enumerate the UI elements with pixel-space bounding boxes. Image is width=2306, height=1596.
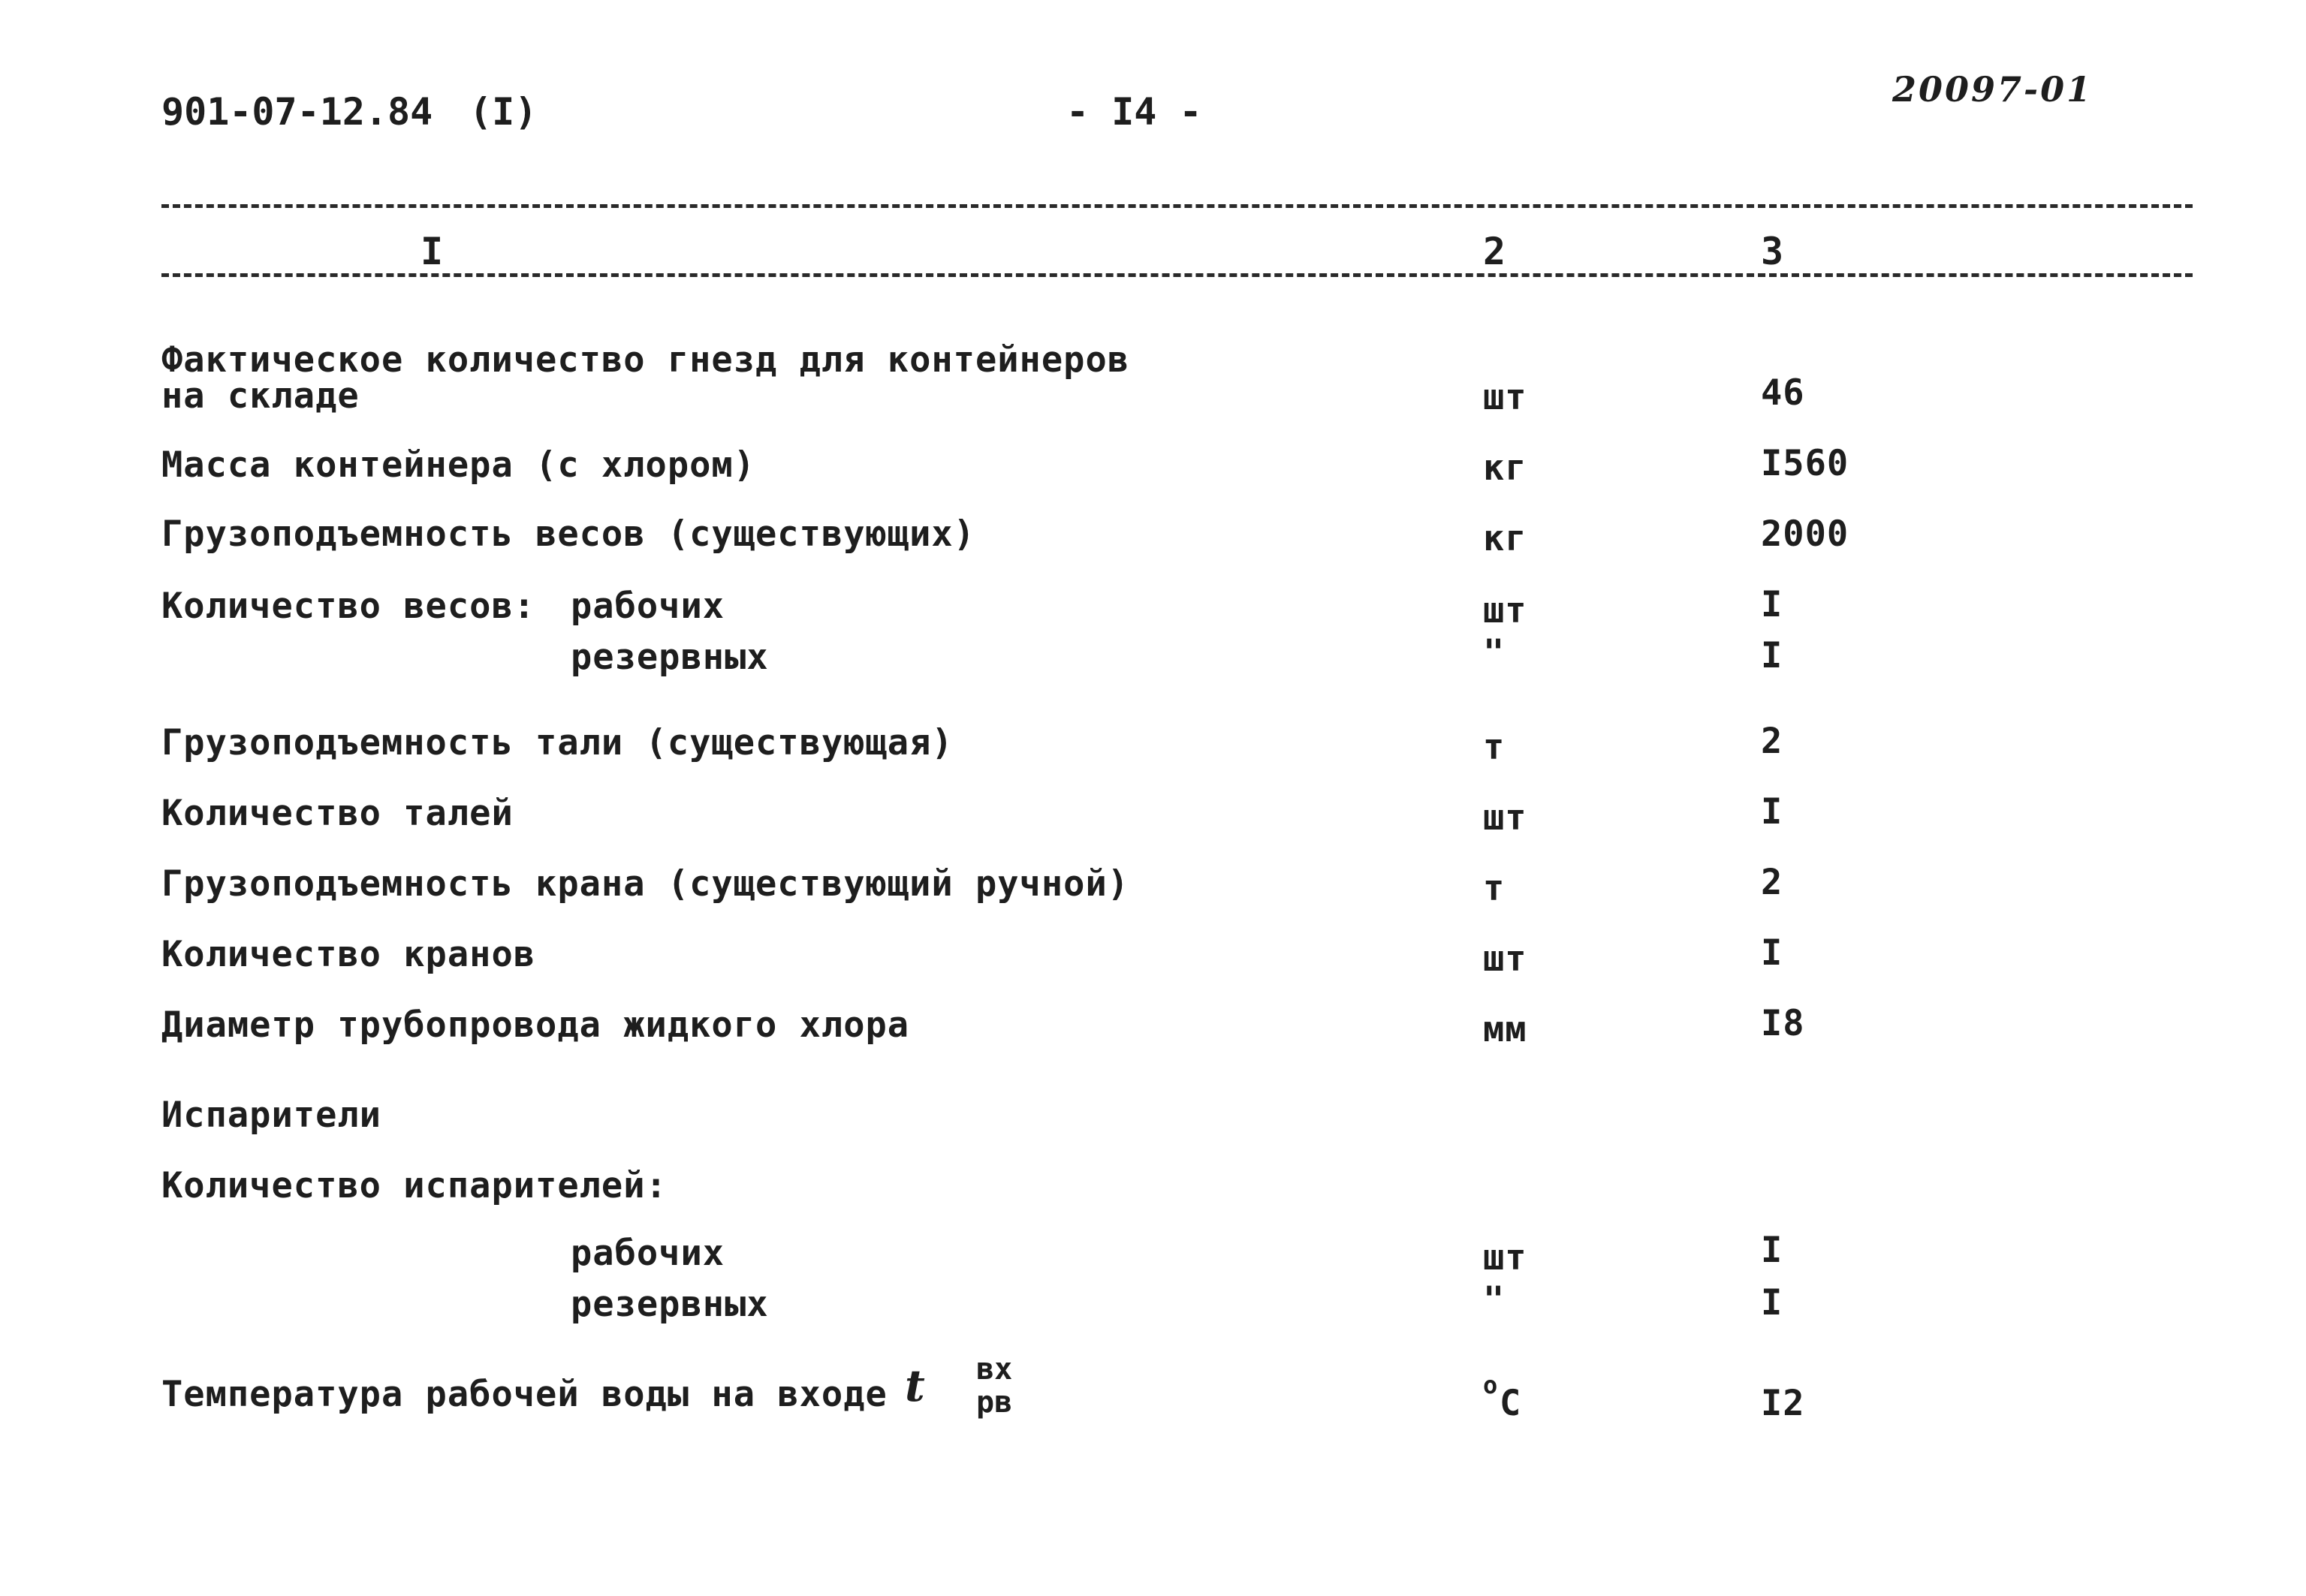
row-unit: кг [1483, 447, 1527, 489]
row-value: I8 [1761, 1003, 1805, 1044]
row-label: Количество весов: [161, 586, 536, 627]
row-value: 2 [1761, 721, 1783, 762]
document-part: (I) [469, 90, 538, 134]
row-unit: С [1500, 1383, 1522, 1424]
row-unit-ditto: " [1483, 1279, 1506, 1320]
row-label: Диаметр трубопровода жидкого хлора [161, 1004, 910, 1046]
row-value: 2 [1761, 862, 1783, 903]
column-header-3: 3 [1761, 230, 1784, 273]
document-code: 901-07-12.84 [161, 90, 433, 134]
row-label: Температура рабочей воды на входе [161, 1374, 888, 1415]
row-unit: шт [1483, 1237, 1527, 1278]
row-sub-label: рабочих [571, 1233, 725, 1274]
page-number: - I4 - [1066, 90, 1202, 134]
table-top-rule [161, 204, 2193, 208]
column-header-1: I [421, 230, 444, 273]
row-value: I [1761, 932, 1783, 974]
row-sub-label: резервных [571, 637, 769, 678]
row-sub-label: резервных [571, 1284, 769, 1325]
row-unit: шт [1483, 590, 1527, 631]
row-value: I2 [1761, 1383, 1805, 1424]
row-value: I560 [1761, 443, 1849, 484]
table-header-rule [161, 273, 2193, 277]
row-label-line2: на складе [161, 375, 360, 417]
row-unit: т [1483, 868, 1506, 909]
row-label: Количество талей [161, 793, 514, 834]
row-unit: кг [1483, 518, 1527, 559]
row-value: 46 [1761, 372, 1805, 414]
row-unit: шт [1483, 377, 1527, 418]
row-value: I [1761, 1282, 1783, 1323]
row-unit: т [1483, 727, 1506, 768]
row-value: I [1761, 1230, 1783, 1271]
row-sub-label: рабочих [571, 586, 725, 627]
row-value: I [1761, 791, 1783, 833]
row-unit-ditto: " [1483, 632, 1506, 673]
temperature-subscript: рв [976, 1385, 1013, 1420]
handwritten-reference: 20097-01 [1892, 69, 2093, 110]
row-label: Грузоподъемность крана (существующий ручной) [161, 863, 1130, 905]
row-unit: мм [1483, 1009, 1527, 1050]
row-value: 2000 [1761, 513, 1849, 555]
temperature-symbol: t [905, 1360, 925, 1411]
row-label-line1: Фактическое количество гнезд для контейнеров [161, 339, 1130, 381]
row-label: Масса контейнера (с хлором) [161, 444, 756, 486]
temperature-superscript: вх [976, 1352, 1013, 1387]
row-label: Количество кранов [161, 934, 536, 975]
row-label: Количество испарителей: [161, 1165, 668, 1206]
column-header-2: 2 [1483, 230, 1506, 273]
row-unit: шт [1483, 797, 1527, 839]
row-value: I [1761, 584, 1783, 625]
row-unit: шт [1483, 938, 1527, 980]
row-label: Грузоподъемность весов (существующих) [161, 513, 975, 555]
degree-superscript: о [1483, 1371, 1498, 1399]
row-label: Грузоподъемность тали (существующая) [161, 722, 954, 763]
row-value: I [1761, 635, 1783, 676]
section-heading-evaporators: Испарители [161, 1095, 381, 1136]
